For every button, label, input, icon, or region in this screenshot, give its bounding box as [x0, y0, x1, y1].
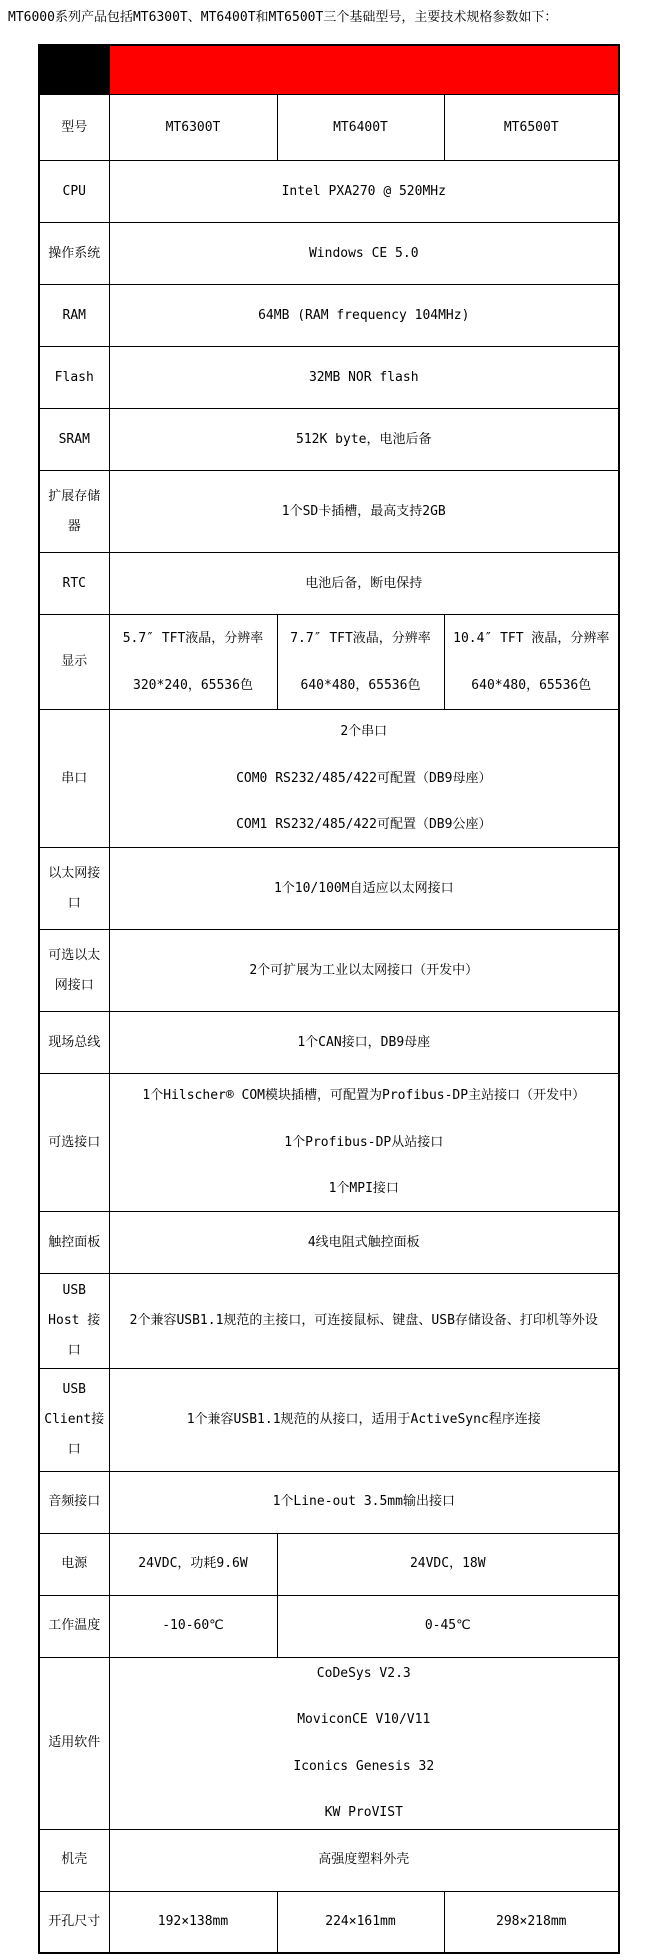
- spec-cell-line: 2个兼容USB1.1规范的主接口，可连接鼠标、键盘、USB存储设备、打印机等外设: [129, 1313, 598, 1329]
- row-label-rtc: RTC: [39, 553, 109, 615]
- spec-row-opt-ethernet: [39, 930, 619, 1012]
- spec-cell-line: MT6300T: [165, 119, 221, 135]
- spec-cell-line: COM0 RS232/485/422可配置（DB9母座）: [236, 770, 492, 786]
- row-label-fieldbus: 现场总线: [39, 1012, 109, 1074]
- spec-cell-line: 298×218mm: [496, 1914, 567, 1930]
- spec-cell-display-1: [277, 615, 444, 710]
- spec-row-rtc: [39, 553, 619, 615]
- spec-cell-line: 2个串口: [340, 724, 388, 740]
- spec-cell-line: 电池后备，断电保持: [305, 575, 423, 591]
- spec-row-work-temp: [39, 1595, 619, 1657]
- spec-row-fieldbus: [39, 1012, 619, 1074]
- row-label-model: 型号: [39, 95, 109, 161]
- spec-cell-line: KW ProVIST: [324, 1805, 403, 1821]
- spec-cell-model-2: [444, 95, 619, 161]
- spec-cell-rtc-0: [109, 553, 619, 615]
- row-label-touch-panel: 触控面板: [39, 1212, 109, 1274]
- spec-cell-line: MT6400T: [333, 119, 388, 135]
- spec-cell-line: 192×138mm: [157, 1914, 229, 1930]
- spec-cell-opt-interface-0: [109, 1074, 619, 1212]
- spec-cell-display-2: [444, 615, 619, 710]
- spec-cell-line: 7.7″ TFT液晶，分辨率: [290, 631, 431, 646]
- spec-row-sram: [39, 409, 619, 471]
- spec-cell-ethernet-0: [109, 848, 619, 930]
- spec-row-serial: [39, 710, 619, 848]
- spec-cell-usb-client-0: [109, 1368, 619, 1471]
- spec-cell-line: 1个Hilscher® COM模块插槽，可配置为Profibus-DP主站接口（开发中）: [142, 1088, 586, 1104]
- spec-cell-touch-panel-0: [109, 1212, 619, 1274]
- spec-cell-case-0: [109, 1829, 619, 1891]
- row-label-ext-storage: 扩展存储器: [39, 471, 109, 553]
- row-label-opt-interface: 可选接口: [39, 1074, 109, 1212]
- spec-cell-line: 10.4″ TFT 液晶，分辨率: [453, 631, 610, 646]
- spec-row-ext-storage: [39, 471, 619, 553]
- spec-cell-software-0: [109, 1657, 619, 1829]
- row-label-cutout-size: 开孔尺寸: [39, 1891, 109, 1953]
- spec-cell-ext-storage-0: [109, 471, 619, 553]
- spec-table: [38, 44, 620, 1955]
- spec-cell-line: 640*480，65536色: [300, 677, 421, 693]
- spec-cell-line: 1个Profibus-DP从站接口: [284, 1134, 444, 1150]
- spec-cell-opt-ethernet-0: [109, 930, 619, 1012]
- spec-cell-header-0: [109, 45, 619, 95]
- spec-cell-line: 1个10/100M自适应以太网接口: [273, 880, 454, 896]
- spec-cell-line: 1个MPI接口: [328, 1181, 399, 1197]
- spec-cell-line: 32MB NOR flash: [308, 369, 419, 385]
- row-label-flash: Flash: [39, 347, 109, 409]
- spec-cell-power-0: [109, 1533, 277, 1595]
- row-label-header: [39, 45, 109, 95]
- spec-cell-line: Intel PXA270 @ 520MHz: [281, 183, 446, 199]
- spec-cell-line: COM1 RS232/485/422可配置（DB9公座）: [236, 817, 492, 833]
- spec-cell-display-0: [109, 615, 277, 710]
- spec-cell-model-0: [109, 95, 277, 161]
- row-label-opt-ethernet: 可选以太网接口: [39, 930, 109, 1012]
- spec-cell-line: 512K byte，电池后备: [296, 431, 432, 447]
- spec-row-display: [39, 615, 619, 710]
- spec-cell-line: 2个可扩展为工业以太网接口（开发中）: [249, 962, 479, 978]
- spec-cell-line: 24VDC，功耗9.6W: [138, 1556, 248, 1572]
- row-label-power: 电源: [39, 1533, 109, 1595]
- row-label-work-temp: 工作温度: [39, 1595, 109, 1657]
- spec-row-cpu: [39, 161, 619, 223]
- spec-cell-line: 1个CAN接口，DB9母座: [297, 1034, 431, 1050]
- spec-cell-usb-host-0: [109, 1274, 619, 1369]
- spec-cell-line: 320*240，65536色: [133, 677, 253, 693]
- spec-row-usb-client: [39, 1368, 619, 1471]
- spec-row-opt-interface: [39, 1074, 619, 1212]
- spec-cell-line: MT6500T: [503, 119, 559, 135]
- row-label-usb-host: USB Host 接口: [39, 1274, 109, 1369]
- spec-row-usb-host: [39, 1274, 619, 1369]
- spec-table-body: [39, 45, 619, 1954]
- spec-cell-line: 640*480，65536色: [471, 677, 592, 693]
- row-label-ram: RAM: [39, 285, 109, 347]
- spec-cell-cutout-size-1: [277, 1891, 444, 1953]
- spec-row-ram: [39, 285, 619, 347]
- row-label-os: 操作系统: [39, 223, 109, 285]
- spec-cell-line: 1个Line-out 3.5mm输出接口: [272, 1494, 455, 1510]
- spec-cell-line: -10-60℃: [162, 1618, 224, 1634]
- spec-cell-flash-0: [109, 347, 619, 409]
- spec-row-cutout-size: [39, 1891, 619, 1953]
- spec-cell-work-temp-1: [277, 1595, 619, 1657]
- spec-cell-sram-0: [109, 409, 619, 471]
- spec-cell-ram-0: [109, 285, 619, 347]
- spec-cell-serial-0: [109, 710, 619, 848]
- row-label-case: 机壳: [39, 1829, 109, 1891]
- spec-cell-cpu-0: [109, 161, 619, 223]
- row-label-usb-client: USB Client接口: [39, 1368, 109, 1471]
- row-label-serial: 串口: [39, 710, 109, 848]
- spec-cell-line: 5.7″ TFT液晶，分辨率: [122, 631, 264, 646]
- spec-cell-line: 1个SD卡插槽，最高支持2GB: [281, 503, 446, 519]
- row-label-audio: 音频接口: [39, 1471, 109, 1533]
- spec-row-ethernet: [39, 848, 619, 930]
- spec-cell-cutout-size-0: [109, 1891, 277, 1953]
- spec-cell-line: CoDeSys V2.3: [316, 1665, 411, 1681]
- row-label-display: 显示: [39, 615, 109, 710]
- spec-cell-line: MoviconCE V10/V11: [297, 1712, 431, 1728]
- spec-cell-work-temp-0: [109, 1595, 277, 1657]
- spec-cell-line: Iconics Genesis 32: [293, 1758, 435, 1774]
- row-label-software: 适用软件: [39, 1657, 109, 1829]
- spec-row-header: [39, 45, 619, 95]
- spec-cell-line: 0-45℃: [424, 1618, 471, 1634]
- row-label-ethernet: 以太网接口: [39, 848, 109, 930]
- spec-cell-line: 高强度塑料外壳: [318, 1852, 410, 1868]
- spec-cell-fieldbus-0: [109, 1012, 619, 1074]
- spec-row-os: [39, 223, 619, 285]
- row-label-cpu: CPU: [39, 161, 109, 223]
- spec-cell-cutout-size-2: [444, 1891, 619, 1953]
- spec-cell-line: 64MB (RAM frequency 104MHz): [258, 307, 470, 323]
- intro-text: MT6000系列产品包括MT6300T、MT6400T和MT6500T三个基础型号，主要技术规格参数如下：: [8, 10, 558, 25]
- spec-cell-model-1: [277, 95, 444, 161]
- spec-row-software: [39, 1657, 619, 1829]
- spec-cell-line: 24VDC，18W: [409, 1556, 486, 1572]
- spec-row-case: [39, 1829, 619, 1891]
- spec-cell-line: 224×161mm: [325, 1914, 396, 1930]
- spec-row-flash: [39, 347, 619, 409]
- spec-row-audio: [39, 1471, 619, 1533]
- spec-cell-power-1: [277, 1533, 619, 1595]
- row-label-sram: SRAM: [39, 409, 109, 471]
- spec-row-touch-panel: [39, 1212, 619, 1274]
- spec-cell-audio-0: [109, 1471, 619, 1533]
- spec-cell-line: 4线电阻式触控面板: [307, 1234, 420, 1250]
- spec-row-power: [39, 1533, 619, 1595]
- spec-cell-line: Windows CE 5.0: [308, 245, 419, 261]
- spec-cell-line: 1个兼容USB1.1规范的从接口，适用于ActiveSync程序连接: [186, 1411, 541, 1427]
- spec-cell-os-0: [109, 223, 619, 285]
- spec-row-model: [39, 95, 619, 161]
